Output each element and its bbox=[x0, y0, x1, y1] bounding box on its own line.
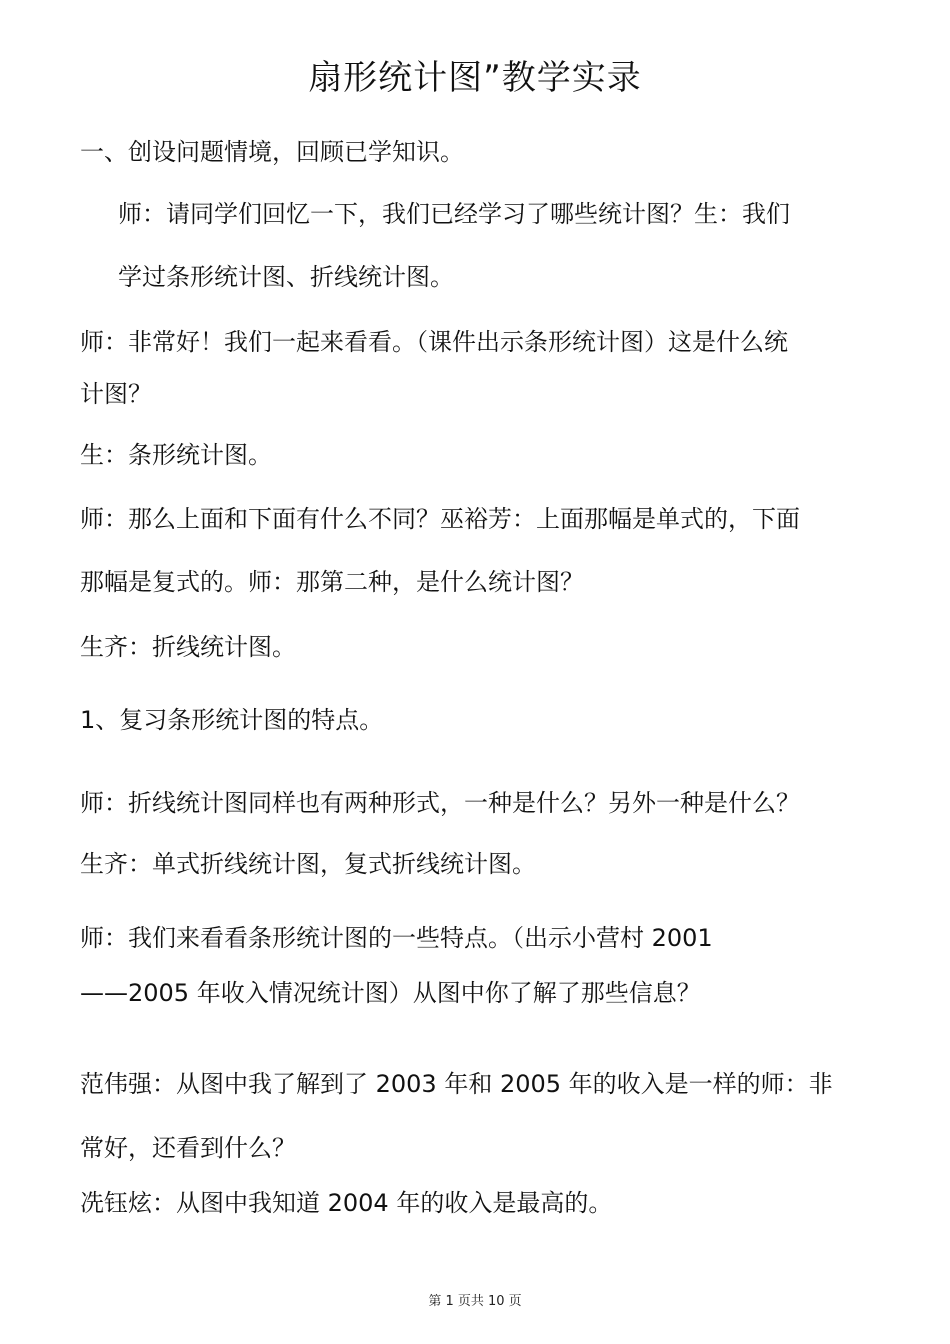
paragraph-line: 范伟强：从图中我了解到了 2003 年和 2005 年的收入是一样的师：非 bbox=[80, 1070, 833, 1098]
paragraph-line: 生齐：单式折线统计图，复式折线统计图。 bbox=[80, 850, 536, 878]
paragraph-line: 师：我们来看看条形统计图的一些特点。（出示小营村 2001 bbox=[80, 924, 713, 952]
document-title: 扇形统计图”教学实录 bbox=[308, 58, 642, 98]
paragraph-line: 师：折线统计图同样也有两种形式，一种是什么？另外一种是什么？ bbox=[80, 789, 800, 817]
paragraph-line: 计图？ bbox=[80, 380, 152, 408]
paragraph-line: 生：条形统计图。 bbox=[80, 441, 272, 469]
paragraph-line: 常好，还看到什么？ bbox=[80, 1134, 296, 1162]
paragraph-line: 那幅是复式的。师：那第二种，是什么统计图？ bbox=[80, 568, 584, 596]
page-footer: 第 1 页共 10 页 bbox=[428, 1294, 522, 1309]
paragraph-line: ——2005 年收入情况统计图）从图中你了解了那些信息？ bbox=[80, 979, 701, 1007]
section-heading: 一、创设问题情境，回顾已学知识。 bbox=[80, 138, 464, 166]
paragraph-line: 师：那么上面和下面有什么不同？巫裕芳：上面那幅是单式的，下面 bbox=[80, 505, 800, 533]
section-subheading: 1、复习条形统计图的特点。 bbox=[80, 706, 384, 734]
paragraph-line: 冼钰炫：从图中我知道 2004 年的收入是最高的。 bbox=[80, 1189, 613, 1217]
paragraph-line: 师：请同学们回忆一下，我们已经学习了哪些统计图？生：我们 bbox=[118, 200, 790, 228]
paragraph-line: 师：非常好！我们一起来看看。（课件出示条形统计图）这是什么统 bbox=[80, 328, 788, 356]
paragraph-line: 生齐：折线统计图。 bbox=[80, 633, 296, 661]
paragraph-line: 学过条形统计图、折线统计图。 bbox=[118, 263, 454, 291]
